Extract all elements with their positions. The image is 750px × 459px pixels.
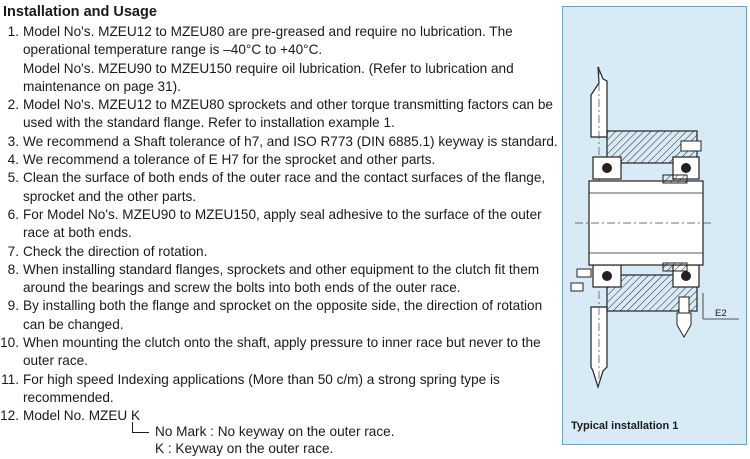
list-item bbox=[0, 169, 550, 206]
item-line: Model No's. MZEU12 to MZEU80 are pre-greased and require no lubrication. The bbox=[23, 24, 513, 39]
item-line: operational temperature range is –40°C to +40°C. bbox=[23, 42, 323, 58]
model-suffix-bracket bbox=[132, 422, 149, 433]
list-item bbox=[0, 151, 550, 169]
item-text bbox=[23, 297, 550, 334]
list-item bbox=[0, 243, 550, 261]
item-line: By installing both the flange and sprocket on the opposite side, the direction of rotation bbox=[23, 298, 543, 314]
item-number: 12. bbox=[0, 408, 19, 424]
item-line: Model No. MZEU K bbox=[23, 408, 141, 424]
item-number: 7. bbox=[7, 243, 19, 259]
item-text bbox=[23, 243, 550, 261]
item-line: recommended. bbox=[23, 389, 114, 405]
item-number: 3. bbox=[7, 133, 19, 149]
list-item bbox=[0, 23, 550, 96]
item-line: maintenance on page 31). bbox=[23, 78, 181, 94]
figure-caption: Typical installation 1 bbox=[571, 420, 679, 432]
item-line: We recommend a tolerance of E H7 for the sprocket and other parts. bbox=[23, 152, 436, 168]
clutch-cross-section-drawing bbox=[563, 7, 746, 444]
item-text bbox=[23, 334, 550, 371]
list-item bbox=[0, 206, 550, 243]
item-line: can be changed. bbox=[23, 316, 124, 332]
item-text bbox=[23, 96, 553, 133]
suboption-keyway: K : Keyway on the outer race. bbox=[155, 441, 334, 456]
item-line: We recommend a Shaft tolerance of h7, and ISO R773 (DIN 6885.1) keyway is standard. bbox=[23, 133, 558, 149]
suboption-no-mark: No Mark : No keyway on the outer race. bbox=[155, 424, 395, 439]
item-line: race at both ends. bbox=[23, 225, 132, 241]
item-line: sprocket and the other parts. bbox=[23, 188, 197, 204]
item-number: 5. bbox=[7, 170, 19, 186]
item-line: For Model No's. MZEU90 to MZEU150, apply seal adhesive to the surface of the outer bbox=[23, 206, 542, 222]
list-item bbox=[0, 371, 550, 408]
list-item bbox=[0, 96, 553, 133]
list-item bbox=[0, 297, 550, 334]
list-item bbox=[0, 261, 550, 298]
item-number: 6. bbox=[7, 206, 19, 222]
item-line: Check the direction of rotation. bbox=[23, 243, 208, 259]
item-text bbox=[23, 151, 550, 169]
item-number: 4. bbox=[7, 152, 19, 168]
item-text bbox=[23, 371, 550, 408]
item-line: Model No's. MZEU12 to MZEU80 sprockets and other torque transmitting factors can be bbox=[23, 97, 553, 113]
item-number: 1. bbox=[7, 24, 19, 39]
label-e2: E2 bbox=[715, 308, 727, 319]
item-line: When installing standard flanges, sprockets and other equipment to the clutch fit them bbox=[23, 261, 540, 277]
item-text bbox=[23, 23, 550, 96]
item-number: 10. bbox=[0, 335, 19, 351]
item-number: 9. bbox=[7, 298, 19, 314]
instruction-list bbox=[0, 23, 558, 426]
item-text bbox=[23, 206, 550, 243]
item-line: Model No's. MZEU90 to MZEU150 require oil lubrication. (Refer to lubrication and bbox=[23, 60, 514, 76]
item-text bbox=[23, 169, 550, 206]
list-item bbox=[0, 133, 558, 151]
section-heading: Installation and Usage bbox=[3, 4, 157, 20]
item-number: 11. bbox=[1, 371, 19, 387]
item-line: Clean the surface of both ends of the outer race and the contact surfaces of the flange, bbox=[23, 170, 546, 186]
installation-figure bbox=[562, 6, 747, 445]
list-item bbox=[0, 334, 550, 371]
item-line: around the bearings and screw the bolts into both ends of the outer race. bbox=[23, 280, 461, 296]
item-text bbox=[23, 133, 558, 151]
item-line: When mounting the clutch onto the shaft, apply pressure to inner race but never to the bbox=[23, 335, 541, 351]
item-number: 2. bbox=[7, 97, 19, 113]
item-line: outer race. bbox=[23, 353, 88, 369]
item-text bbox=[23, 261, 550, 298]
item-line: For high speed Indexing applications (More than 50 c/m) a strong spring type is bbox=[23, 371, 500, 387]
item-line: used with the standard flange. Refer to installation example 1. bbox=[23, 115, 395, 131]
item-number: 8. bbox=[7, 261, 19, 277]
